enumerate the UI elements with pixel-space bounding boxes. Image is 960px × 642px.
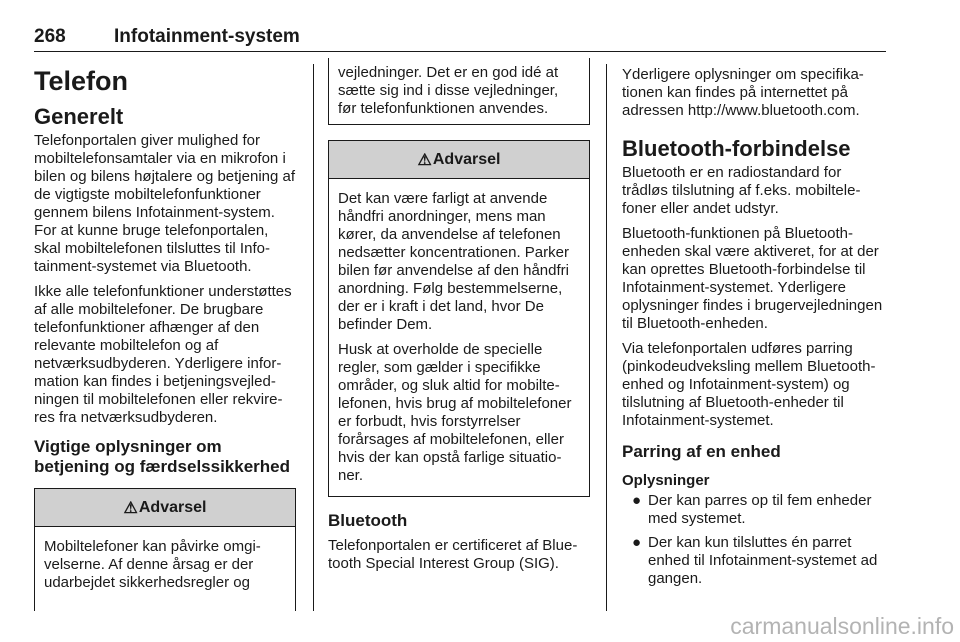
warning-box — [34, 488, 296, 611]
page-header — [34, 26, 886, 50]
notes-label: Oplysninger — [622, 472, 710, 489]
list-item — [622, 492, 888, 528]
warning-box — [328, 140, 590, 497]
subsection-heading-bluetooth: Bluetooth — [328, 511, 408, 530]
paragraph: Telefonportalen giver mulighed for mobiltelefonsamtaler via en mikrofon i bilen og bilens højtalere og betjening af de vigtigste mobiltelefonfunktioner gennem bilens Infotainment-system. For at kunne bruge telefonportalen, skal mobiltelefonen tilsluttes til Infotainment-systemet via Bluetooth. — [34, 132, 296, 275]
warning-box-continuation — [328, 58, 590, 125]
subsection-heading-safety: Vigtige oplysninger om betjening og færdselssikkerhed — [34, 437, 291, 476]
paragraph: Telefonportalen er certificeret af Bluetooth Special Interest Group (SIG). — [328, 537, 578, 572]
column-1 — [34, 64, 296, 611]
list-item — [622, 534, 888, 588]
paragraph: Via telefonportalen udføres parring (pinkodeudveksling mellem Bluetooth-enhed og Infotainment-system) og tilslutning af Bluetooth-enheder til Infotainment-systemet. — [622, 340, 876, 429]
warning-text: Mobiltelefoner kan påvirke omgivelserne. Af denne årsag er der udarbejdet sikkerhedsregler og — [44, 538, 261, 591]
section-title: Infotainment-system — [114, 26, 300, 47]
warning-text: Husk at overholde de specielle regler, som gælder i specifikke områder, og sluk altid for mobiltelefonen, hvis brug af mobiltelefoner er forbudt, hvis forstyrrelser forårsages af mobiltelefonen, eller hvis der kan opstå farlige situationer. — [338, 341, 572, 484]
warning-header — [329, 141, 589, 179]
warning-icon: ⚠ — [123, 499, 138, 517]
notes-list — [622, 492, 888, 588]
watermark: carmanualsonline.info — [730, 613, 954, 639]
paragraph: Bluetooth er en radiostandard for trådløs tilslutning af f.eks. mobiltelefoner eller andet udstyr. — [622, 164, 861, 217]
bullet-icon: ● — [632, 492, 642, 509]
page-number: 268 — [34, 26, 66, 47]
warning-header — [35, 489, 295, 527]
header-rule — [34, 51, 886, 52]
paragraph: Bluetooth-funktionen på Bluetooth-enheden skal være aktiveret, for at der kan oprettes Bluetooth-forbindelse til Infotainment-systemet. Yderligere oplysninger findes i brugervejledningen til Bluetooth-enheden. — [622, 225, 883, 332]
column-divider-2 — [606, 64, 607, 611]
paragraph: Yderligere oplysninger om specifikationen kan findes på internettet på adressen http://www.bluetooth.com. — [622, 66, 864, 119]
warning-title: Advarsel — [432, 150, 501, 168]
column-3 — [622, 64, 888, 594]
list-item-text: Der kan parres op til fem enheder med systemet. — [648, 492, 872, 527]
subsection-heading-pairing: Parring af en enhed — [622, 442, 781, 461]
column-divider-1 — [313, 64, 314, 611]
bullet-icon: ● — [632, 534, 642, 551]
warning-icon: ⚠ — [417, 151, 432, 169]
warning-continuation-text: vejledninger. Det er en god idé at sætte sig ind i disse vejledninger, før telefonfunktionen anvendes. — [338, 64, 559, 117]
warning-body — [35, 527, 295, 603]
section-heading-bluetooth-connection: Bluetooth-forbindelse — [622, 136, 851, 161]
paragraph: Ikke alle telefonfunktioner understøttes af alle mobiltelefoner. De brugbare telefonfunktioner afhænger af den relevante mobiltelefon og af netværksudbyderen. Yderligere information kan findes i betjeningsvejledningen til mobiltelefonen eller rekvireres fra netværksudbyderen. — [34, 283, 292, 426]
warning-body — [329, 179, 589, 496]
section-heading-generelt: Generelt — [34, 104, 124, 129]
column-2 — [328, 64, 590, 580]
list-item-text: Der kan kun tilsluttes én parret enhed til Infotainment-systemet ad gangen. — [648, 534, 878, 587]
warning-title: Advarsel — [138, 498, 207, 516]
chapter-title: Telefon — [34, 66, 128, 96]
warning-text: Det kan være farligt at anvende håndfri anordninger, mens man kører, da anvendelse af telefonen nedsætter koncentrationen. Parker bilen før anvendelse af den håndfri anordning. Følg bestemmelserne, der er i kraft i det land, hvor De befinder Dem. — [338, 190, 569, 333]
